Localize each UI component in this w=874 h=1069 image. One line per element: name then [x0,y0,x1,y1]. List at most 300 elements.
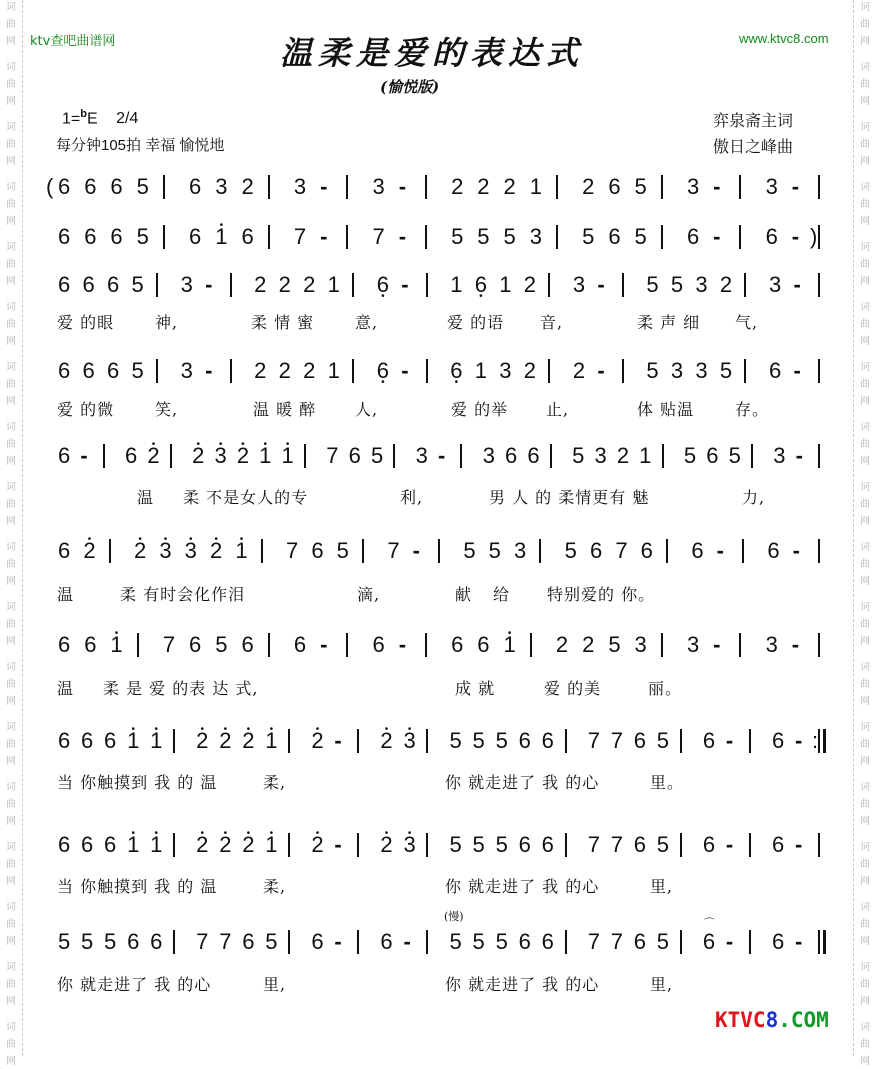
notation-row [0,272,874,302]
note: 3 [765,174,778,199]
barline [680,833,682,857]
note: • 1 [282,443,294,469]
note: 6 [765,224,778,249]
note: 6 [608,224,621,249]
note: 7 [587,728,600,753]
watermark-char: 曲 [6,499,16,510]
note: 5 [495,832,508,857]
note: 5 [646,272,659,297]
note: • 2 [380,832,392,858]
watermark-char: 网 [6,696,16,707]
barline [268,633,270,657]
lyric-text: 成 就 [455,679,496,698]
notation-row [0,443,874,473]
lyric-text: 神, [155,313,179,332]
barline [565,729,567,753]
note: 5 [81,929,94,954]
watermark-char: 曲 [6,679,16,690]
lyric-text: 你 就走进了 我 的心 [57,975,212,994]
note: 6 [125,443,138,468]
watermark-char: 曲 [6,379,16,390]
barline [565,833,567,857]
repeat-dots: : [812,728,819,753]
note: 6 [477,632,490,657]
note: 2 [523,272,537,297]
note: 5 [728,443,741,468]
barline [173,833,175,857]
lyric-text: 音, [540,313,564,332]
watermark-char: 曲 [860,859,870,870]
watermark-char: 网 [6,36,16,47]
note: 5 [572,443,585,468]
note: 1 [327,358,340,383]
lyric-text: 爱 的微 [57,400,115,419]
lyric-text: 滴, [357,585,381,604]
note: 1 [450,272,463,297]
lyric-text: 你 就走进了 我 的心 [445,975,600,994]
note: 7 [162,632,176,657]
note: 6 [348,443,361,468]
watermark-char: 曲 [860,499,870,510]
site-url-right[interactable]: www.ktvc8.com [739,31,829,46]
watermark-char: 网 [860,936,870,947]
key-note: E [86,110,98,128]
note: 6 [311,538,324,563]
barline [680,729,682,753]
note: 7 [615,538,628,563]
barline [156,359,158,383]
note: 1 [474,358,488,383]
watermark-char: 曲 [860,559,870,570]
note: • 1 [259,443,271,469]
lyric-text: 气, [735,313,759,332]
tempo-marking: 每分钟105拍 幸福 愉悦地 [56,137,225,154]
sustain-dash: - [791,632,800,657]
note: 6 [633,832,646,857]
note: 5 [472,728,485,753]
note: 5 [719,358,733,383]
slow-marking: (慢) [444,910,464,923]
barline [230,359,232,383]
lyric-text: 爱 的语 [447,313,505,332]
sustain-dash: - [792,538,800,563]
note: 5 [336,538,349,563]
barline [425,633,427,657]
note: 3 [499,358,512,383]
sustain-dash: - [320,174,328,199]
watermark-char: 网 [860,96,870,107]
note: 5 [503,224,516,249]
note: 6 [107,272,120,297]
sustain-dash: - [794,728,803,753]
barline [818,930,820,954]
barline [818,175,820,199]
lyric-text: 特别爱的 你。 [547,585,656,604]
note: 3 [180,272,193,297]
lyric-text: 柔 不是女人的专 [183,488,309,507]
note: 7 [286,538,299,563]
watermark-char: 曲 [6,919,16,930]
barline [137,633,139,657]
barline [818,273,820,297]
note: 5 [634,174,647,199]
note: 2 [278,358,291,383]
sustain-dash: - [791,224,800,249]
note: 2 [254,358,267,383]
lyric-text: 柔, [263,773,287,792]
barline [460,444,462,468]
watermark-char: 曲 [860,439,870,450]
lyric-text: 给 [493,585,511,604]
note: 2 [303,358,316,383]
note: 2 [278,272,291,297]
note: 3 [514,538,527,563]
barline [357,729,359,753]
watermark-char: 词 [860,422,870,433]
barline [680,930,682,954]
note: • 1 [235,538,247,564]
note: 7 [610,832,623,857]
note: 5 [451,224,464,249]
note: 6 [127,929,140,954]
watermark-char: 词 [860,542,870,553]
watermark-char: 网 [6,756,16,767]
note: • 2 [83,538,95,564]
note: 6 [590,538,603,563]
note: 6 [518,728,531,753]
barline [548,273,550,297]
sustain-dash: - [713,174,721,199]
sustain-dash: - [398,174,407,199]
watermark-char: 曲 [6,439,16,450]
watermark-char: 网 [860,696,870,707]
note: 6 [58,538,71,563]
note: 2 [582,632,595,657]
lyric-text: 止, [546,400,570,419]
watermark-char: 网 [6,216,16,227]
watermark-char: 词 [6,662,16,673]
watermark-char: 词 [860,962,870,973]
watermark-char: 网 [860,576,870,587]
logo-ktv: KTVC [715,1008,766,1032]
note: 6 [380,929,393,954]
note: 5 [131,272,144,297]
note: 3 [293,174,307,199]
note: 6 [311,929,324,954]
watermark-char: 曲 [6,799,16,810]
sustain-dash: - [725,728,734,753]
sustain-dash: - [320,632,328,657]
lyric-text: 里。 [650,773,685,792]
note: 3 [695,272,708,297]
watermark-char: 词 [6,362,16,373]
barline [661,633,663,657]
note: 3 [773,443,786,468]
sustain-dash: - [713,224,721,249]
final-barline [823,930,826,954]
fermata-icon: ⌒ [703,918,715,930]
note: 7 [610,728,623,753]
watermark-char: 词 [860,362,870,373]
watermark-char: 词 [6,182,16,193]
watermark-char: 网 [6,876,16,887]
watermark-char: 曲 [6,559,16,570]
note: • 1 [127,832,139,858]
barline [103,444,105,468]
note: 5 [472,929,485,954]
note: 5 [656,728,670,753]
note: 7 [293,224,307,249]
watermark-char: 曲 [860,139,870,150]
sustain-dash: - [398,632,407,657]
note: • 1 [265,728,277,754]
watermark-char: 曲 [6,859,16,870]
lyric-text: 柔 是 爱 的表 达 式, [103,679,259,698]
lyric-text: 你 就走进了 我 的心 [445,773,600,792]
barline [288,930,290,954]
note: 6 [640,538,653,563]
barline [742,539,744,563]
watermark-char: 曲 [860,19,870,30]
notation-row [0,224,874,254]
barline [170,444,172,468]
watermark-char: 曲 [860,319,870,330]
note: 5 [656,832,670,857]
lyric-text: 力, [742,488,766,507]
sustain-dash: - [334,728,342,753]
note: 6 [84,224,97,249]
barline [749,930,751,954]
watermark-char: 词 [6,782,16,793]
watermark-char: 词 [860,842,870,853]
note: 6 [189,632,202,657]
note: 6 [81,832,94,857]
barline [661,175,663,199]
watermark-char: 词 [6,902,16,913]
note: 1 [499,272,512,297]
barline [357,833,359,857]
watermark-char: 网 [860,996,870,1007]
watermark-char: 词 [6,602,16,613]
barline [548,359,550,383]
watermark-char: 网 [6,576,16,587]
lyric-text: 柔 有时会化作泪 [120,585,246,604]
barline [346,633,348,657]
barline [622,273,624,297]
note: 6 [633,929,646,954]
watermark-char: 网 [6,1056,16,1067]
watermark-char: 词 [860,62,870,73]
note: • 2 [237,443,249,469]
sustain-dash: - [401,272,409,297]
site-name-left: ktv查吧曲谱网 [30,34,116,49]
note: 5 [495,929,508,954]
note: 6 [242,929,255,954]
lyricist-credit: 弈泉斋主词 [713,111,794,130]
watermark-char: 词 [860,482,870,493]
notation-row [0,174,874,204]
watermark-char: 词 [6,62,16,73]
note: 1 [639,443,652,468]
watermark-char: 曲 [6,19,16,30]
barline [818,225,820,249]
barline [818,444,820,468]
note: 5 [656,929,670,954]
sustain-dash: - [334,929,342,954]
note: 5 [370,443,384,468]
lyric-text: 当 你触摸到 我 的 温 [57,877,218,896]
note: • 2 [311,728,323,754]
note: 6 [293,632,307,657]
note: • 3 [159,538,171,564]
note: 3 [765,632,778,657]
note: 6 [527,443,540,468]
barline [622,359,624,383]
note: 5 [564,538,577,563]
note: 6 [58,832,71,857]
barline [550,444,552,468]
note: 6 [58,443,71,468]
note: 6 [541,929,554,954]
note: 6 [702,929,716,954]
note: 5 [488,538,501,563]
note: 6 [451,632,464,657]
watermark-char: 词 [6,422,16,433]
lyric-text: 温 [137,488,155,507]
note: 6 [686,224,700,249]
barline [739,225,741,249]
barline [749,833,751,857]
notation-row [0,538,874,568]
watermark-char: 词 [860,242,870,253]
lyric-text: 你 就走进了 我 的心 [445,877,600,896]
watermark-char: 网 [6,336,16,347]
barline [426,833,428,857]
barline [556,225,558,249]
note: 2 [303,272,316,297]
lyric-text: 献 [455,585,473,604]
note: 6 [372,632,385,657]
watermark-char: 网 [860,216,870,227]
note: 6 [58,174,71,199]
note: 5 [104,929,117,954]
barline [362,539,364,563]
note: • 2 [311,832,323,858]
watermark-char: 词 [860,722,870,733]
note: 5 [634,224,647,249]
barline [268,225,270,249]
barline [109,539,111,563]
note: 5 [477,224,490,249]
watermark-char: 网 [6,396,16,407]
watermark-char: 网 [6,636,16,647]
barline [751,444,753,468]
sustain-dash: - [713,632,721,657]
sustain-dash: - [791,174,800,199]
left-watermark-strip [0,0,23,1067]
footer-logo [715,1008,829,1032]
logo-eight: 8 [765,1008,779,1032]
watermark-char: 网 [860,1056,870,1067]
lyric-text: 温 [57,679,75,698]
note: 3 [180,358,193,383]
barline [288,833,290,857]
note: 5 [58,929,71,954]
note: 3 [768,272,782,297]
barline [346,175,348,199]
watermark-char: 词 [6,842,16,853]
paren-open: ( [46,174,54,199]
note: 6 [58,224,71,249]
barline [818,359,820,383]
note: 5 [495,728,508,753]
barline [304,444,306,468]
watermark-char: 词 [6,242,16,253]
lyric-text: 温 暖 醉 [253,400,317,419]
note: 7 [326,443,339,468]
note: 6 [241,632,254,657]
note: • 3 [185,538,197,564]
note: 7 [196,929,209,954]
watermark-char: 网 [860,636,870,647]
barline [426,273,428,297]
lyric-text: 男 人 的 柔情更有 魅 [489,488,650,507]
logo-com: .COM [778,1008,829,1032]
note: 2 [719,272,733,297]
watermark-char: 网 [860,516,870,527]
barline [539,539,541,563]
watermark-char: 曲 [6,1039,16,1050]
note: 7 [587,929,600,954]
watermark-char: 词 [860,902,870,913]
sustain-dash: - [320,224,328,249]
note: 6 • [475,272,487,298]
note: 5 [472,832,485,857]
note: 6 [104,832,117,857]
note: 6 [58,272,71,297]
note: 6 [767,538,780,563]
note: 6 [518,929,531,954]
watermark-char: 曲 [860,79,870,90]
note: 2 [616,443,630,468]
note: 6 [58,632,71,657]
watermark-char: 网 [6,96,16,107]
note: 5 [683,443,697,468]
watermark-char: 曲 [6,979,16,990]
note: 6 • [377,272,389,298]
note: 3 [482,443,495,468]
lyric-text: 里, [650,877,674,896]
note: 2 [523,358,537,383]
sustain-dash: - [793,272,801,297]
watermark-char: 词 [6,122,16,133]
barline [556,175,558,199]
note: 2 [572,358,586,383]
note: • 2 [196,728,208,754]
note: 1 [529,174,542,199]
sustain-dash: - [794,929,803,954]
note: 5 [131,358,144,383]
note: 5 [449,832,462,857]
barline [352,273,354,297]
note: 6 • [450,358,462,384]
lyric-text: 体 贴温 [637,400,695,419]
note: • 2 [134,538,146,564]
barline [425,175,427,199]
song-title: 温柔是爱的表达式 [280,34,585,72]
note: 6 [104,728,117,753]
note: 6 [189,224,202,249]
